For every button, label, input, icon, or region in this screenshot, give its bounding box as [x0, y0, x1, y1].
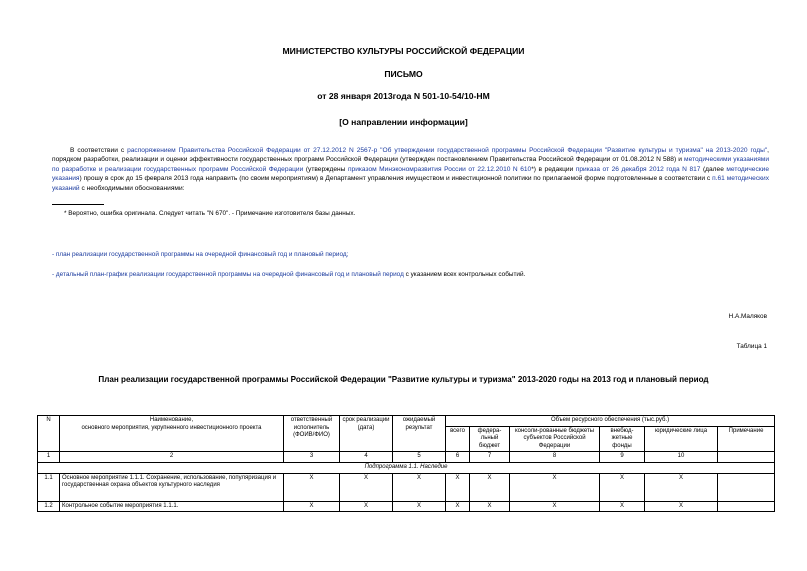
row-cell	[718, 473, 775, 501]
link-order-817[interactable]: приказа от 26 декабря 2012 года N 817	[575, 165, 701, 173]
row-cell: X	[284, 473, 340, 501]
row-cell: X	[284, 501, 340, 512]
table-row	[38, 473, 775, 501]
table-header-row	[38, 416, 775, 427]
row-cell: X	[600, 473, 645, 501]
row-cell: X	[340, 501, 393, 512]
header-name-line1: Наименование,	[149, 417, 194, 423]
list-item-schedule-rest: с указанием всех контрольных событий.	[403, 271, 526, 278]
header-consolidated: консоли-рованные бюджеты субъектов Российской Федерации	[510, 426, 600, 452]
row-number: 1.2	[38, 501, 60, 512]
num-cell: 9	[600, 452, 645, 463]
date-line: от 28 января 2013года N 501-10-54/10-НМ	[317, 91, 490, 101]
row-cell: X	[340, 473, 393, 501]
row-cell: X	[446, 501, 470, 512]
p1-text-c: (утверждены	[303, 165, 348, 173]
num-cell: 3	[284, 452, 340, 463]
header-note: Примечание	[718, 426, 775, 452]
plan-table	[37, 415, 775, 512]
header-total: всего	[446, 426, 470, 452]
p1-text-g: с необходимыми обоснованиями:	[79, 184, 185, 192]
header-federal: федера-льный бюджет	[470, 426, 510, 452]
footnote-divider	[52, 204, 104, 205]
ministry-title: МИНИСТЕРСТВО КУЛЬТУРЫ РОССИЙСКОЙ ФЕДЕРАЦИИ	[282, 46, 525, 56]
header-legal: юридические лица	[645, 426, 718, 452]
list-item-plan[interactable]: - план реализации государственной программы на очередной финансовый год и плановый период;	[52, 251, 349, 258]
table-label: Таблица 1	[736, 343, 767, 350]
doc-type: ПИСЬМО	[384, 69, 423, 79]
num-cell: 5	[393, 452, 446, 463]
link-methodical-guidelines[interactable]: методическими указаниями по разработке и реализации государственных программ Российской Федерации	[52, 156, 770, 173]
num-cell: 10	[645, 452, 718, 463]
link-guidelines-short[interactable]: методические указания	[52, 165, 770, 183]
row-cell: X	[470, 473, 510, 501]
p1-text-f: ) прошу в срок до 15 февраля 2013 года направить (по своим мероприятиям) в Департамент управления имуществом и инвестиционной политики по прилагаемой форме подготовленные в соответствии с	[79, 175, 713, 183]
table-subprogram-row	[38, 462, 775, 473]
header-name	[60, 416, 284, 452]
p1-text-b: , порядком разработки, реализации и оценки эффективности государственных программ Российской Федерации (утвержден постановлением Правительства Российской Федерации от 01.08.2012 N 588) и	[52, 147, 770, 164]
num-cell: 4	[340, 452, 393, 463]
main-paragraph	[52, 146, 769, 193]
list-item-schedule	[52, 271, 525, 278]
row-cell: X	[393, 473, 446, 501]
header-term: срок реализации (дата)	[340, 416, 393, 452]
table-number-row	[38, 452, 775, 463]
p1-text-e: (далее	[700, 165, 727, 173]
header-offbudget: внебюд-жетные фонды	[600, 426, 645, 452]
row-cell: X	[510, 473, 600, 501]
row-cell: X	[446, 473, 470, 501]
row-cell: X	[645, 501, 718, 512]
link-government-order[interactable]: распоряжением Правительства Российской Федерации от 27.12.2012 N 2567-р "Об утверждении государственной программы Российской Федерации "Развитие культуры и туризма" на 2013-2020 годы"	[127, 147, 768, 154]
row-cell: X	[393, 501, 446, 512]
row-cell: X	[600, 501, 645, 512]
link-p61[interactable]: п.61 методических указаний	[52, 175, 769, 192]
header-n: N	[38, 416, 60, 452]
num-cell: 8	[510, 452, 600, 463]
num-cell: 2	[60, 452, 284, 463]
num-cell: 7	[470, 452, 510, 463]
link-ministry-order[interactable]: приказом Минэкономразвития России от 22.12.2010 N 610	[347, 165, 532, 173]
row-number: 1.1	[38, 473, 60, 501]
table-row	[38, 501, 775, 512]
p1-text-d: *) в редакции	[531, 165, 576, 173]
num-cell: 6	[446, 452, 470, 463]
header-name-line2: основного мероприятия, укрупненного инвестиционного проекта	[81, 424, 262, 431]
row-cell: X	[470, 501, 510, 512]
row-name: Контрольное событие мероприятия 1.1.1.	[60, 501, 284, 512]
header-result: ожидаемый результат	[393, 416, 446, 452]
p1-text-a: В соответствии с	[70, 147, 128, 154]
num-cell: 1	[38, 452, 60, 463]
footnote: * Вероятно, ошибка оригинала. Следует читать "N 670". - Примечание изготовителя базы данных.	[64, 210, 356, 217]
row-name: Основное мероприятие 1.1.1. Сохранение, использование, популяризация и государственная охрана объектов культурного наследия	[60, 473, 284, 501]
header-volume: Объем ресурсного обеспечения (тыс.руб.)	[446, 416, 775, 427]
header-executor: ответственный исполнитель (ФОИВ/ФИО)	[284, 416, 340, 452]
subject-line: [О направлении информации]	[339, 117, 468, 127]
row-cell	[718, 501, 775, 512]
link-schedule[interactable]: - детальный план-график реализации государственной программы на очередной финансовый год и плановый период	[52, 271, 404, 278]
signature: Н.А.Маляков	[728, 313, 767, 320]
table-title: План реализации государственной программы Российской Федерации "Развитие культуры и туризма" 2013-2020 годы на 2013 год и плановый период	[98, 375, 709, 384]
row-cell: X	[645, 473, 718, 501]
subprogram-cell: Подпрограмма 1.1. Наследие	[38, 462, 775, 473]
row-cell: X	[510, 501, 600, 512]
num-cell	[718, 452, 775, 463]
